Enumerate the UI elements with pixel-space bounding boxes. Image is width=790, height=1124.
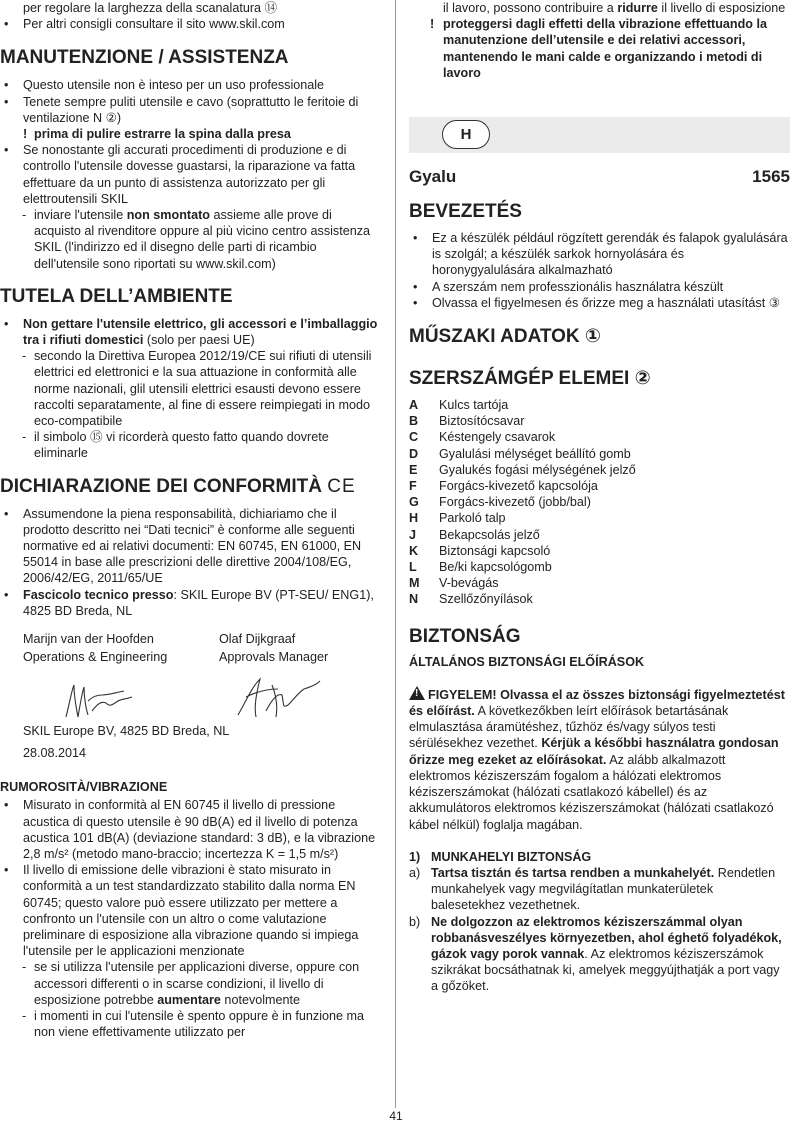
part-key: J: [409, 527, 417, 542]
part-label: Bekapcsolás jelző: [439, 527, 540, 542]
signature-1-image: [62, 681, 134, 721]
section-title-maintenance: MANUTENZIONE / ASSISTENZA: [0, 47, 289, 69]
list-item: • Assumendone la piena responsabilità, dichiariamo che il prodotto descritto nei “Dati tecnici” è conforme alle seguenti normative ed ai relativi documenti: EN 60745, EN 61000, EN 55014 in base alle prescrizioni delle direttive 2004/108/EG, 2006/42/EG, 2011/65/UE: [0, 506, 382, 587]
safety-warning-paragraph: ! FIGYELEM! Olvassa el az összes biztonsági figyelmeztetést és előírást. A következőkben leírt előírások betartásának elmulasztása áramütéshez, tűzhöz és/vagy súlyos testi sérülésekhez vezethet. Kérjük a későbbi használatra gondosan őrizze meg ezeket az előírásokat. Az alább alkalmazott elektromos kéziszerszám fogalom a hálózati elektromos kéziszerszámokat (hálózati csatlakozó kábellel) és az akkumulátoros elektromos kéziszerszámokat (hálózati csatlakozó kábel nélkül) foglalja magában.: [409, 687, 785, 832]
list-item: • Per altri consigli consultare il sito www.skil.com: [0, 16, 382, 32]
section-title-tech-data: MŰSZAKI ADATOK ①: [409, 326, 602, 348]
section-title-parts: SZERSZÁMGÉP ELEMEI ②: [409, 368, 651, 390]
dash-item: - secondo la Direttiva Europea 2012/19/CE sui rifiuti di utensili elettrici ed elettronici e la sua attuazione in conformità alle norme nazionali, glil utensili elettrici esausti devono essere raccolti separatamente, al fine di essere reimpiegati in modo eco-compatibile: [0, 348, 382, 429]
cont-text: il lavoro, possono contribuire a ridurre il livello di esposizione: [443, 1, 786, 15]
warning-item: ! prima di pulire estrarre la spina dalla presa: [0, 126, 382, 142]
dash-item: - i momenti in cui l'utensile è spento oppure è in funzione ma non viene effettivamente utilizzato per: [0, 1008, 382, 1040]
safety-item-b: b) Ne dolgozzon az elektromos kéziszerszámmal olyan robbanásveszélyes környezetben, ahol éghető folyadékok, gázok vagy porok vannak. Az elektromos kéziszerszámok szikrákat bocsáthatnak ki, amelyek meggyújthatják a port vagy a gőzöket.: [409, 914, 782, 994]
signatory-2: Olaf Dijkgraaf Approvals Manager: [219, 632, 329, 665]
safety-item-a: a) Tartsa tisztán és tartsa rendben a munkahelyét. Rendetlen munkahelyek vagy megvilágítatlan munkaterületek balesetekhez vezethetnek.: [409, 865, 776, 913]
right-column: [409, 0, 790, 995]
part-label: Forgács-kivezető kapcsolója: [439, 479, 598, 494]
column-divider: [395, 0, 396, 1108]
part-key: L: [409, 560, 417, 575]
list-item: • Misurato in conformità al EN 60745 il livello di pressione acustica di questo utensile è 90 dB(A) ed il livello di potenza acustica 101 dB(A) (deviazione standard: 3 dB), e la vibrazione 2,8 m/s² (metodo mano-braccio; incertezza K = 1,5 m/s²): [0, 797, 382, 862]
part-label: Be/ki kapcsológomb: [439, 560, 552, 575]
language-header-bar: [409, 117, 790, 153]
dash-item: - il simbolo ⑮ vi ricorderà questo fatto quando dovrete eliminarle: [0, 429, 382, 461]
part-key: E: [409, 462, 418, 477]
part-key: H: [409, 511, 419, 526]
part-label: Kulcs tartója: [439, 398, 509, 413]
cont-text: per regolare la larghezza della scanalatura ⑭: [23, 1, 278, 15]
list-item: • Fascicolo tecnico presso: SKIL Europe BV (PT-SEU/ ENG1), 4825 BD Breda, NL: [0, 587, 382, 619]
list-item: • Olvassa el figyelmesen és őrizze meg a használati utasítást ③: [409, 295, 790, 311]
product-model: 1565: [752, 167, 790, 187]
signatory-1: Marijn van der Hoofden Operations & Engineering: [23, 632, 168, 665]
product-title-row: [409, 166, 790, 188]
list-item: • Non gettare l'utensile elettrico, gli accessori e l’imballaggio tra i rifiuti domestici (solo per paesi UE): [0, 316, 382, 348]
part-label: Késtengely csavarok: [439, 430, 556, 445]
part-label: Szellőzőnyílások: [439, 592, 533, 607]
part-key: N: [409, 592, 419, 607]
part-key: K: [409, 543, 419, 558]
list-item: • Ez a készülék például rögzített gerendák és falapok gyalulására is szolgál; a készülék sarkok hornyolására és horonygyalulására alkalmazható: [409, 230, 790, 279]
warning-triangle-icon: !: [409, 686, 425, 700]
signature-date: 28.08.2014: [23, 746, 87, 761]
part-key: A: [409, 398, 419, 413]
list-item: • Questo utensile non è inteso per un uso professionale: [0, 77, 382, 93]
part-key: C: [409, 430, 419, 445]
list-item: • Se nonostante gli accurati procedimenti di produzione e di controllo l'utensile dovesse guastarsi, la riparazione va fatta effettuare da un punto di assistenza autorizzato per gli elettroutensili SKIL: [0, 142, 382, 207]
section-title-noise: RUMOROSITÀ/VIBRAZIONE: [0, 780, 168, 795]
part-key: F: [409, 479, 417, 494]
list-item: • A szerszám nem professzionális használatra készült: [409, 279, 790, 295]
part-label: V-bevágás: [439, 576, 499, 591]
signature-block: [0, 631, 382, 765]
page-number: 41: [389, 1109, 403, 1123]
subsection-workplace: 1) MUNKAHELYI BIZTONSÁG: [409, 849, 592, 864]
section-title-conformity: DICHIARAZIONE DEI CONFORMITÀ CE: [0, 475, 356, 497]
part-label: Gyalukés fogási mélységének jelző: [439, 462, 636, 477]
signature-2-image: [232, 675, 322, 721]
part-label: Biztosítócsavar: [439, 414, 525, 429]
section-title-intro: BEVEZETÉS: [409, 201, 522, 223]
company-address: SKIL Europe BV, 4825 BD Breda, NL: [23, 724, 230, 739]
list-item: • Tenete sempre puliti utensile e cavo (soprattutto le feritoie di ventilazione N ②): [0, 94, 382, 126]
section-title-environment: TUTELA DELL’AMBIENTE: [0, 285, 233, 307]
ce-mark: CE: [327, 475, 356, 497]
section-title-safety: BIZTONSÁG: [409, 625, 521, 647]
product-name: Gyalu: [409, 167, 457, 187]
parts-list: [409, 397, 790, 608]
language-badge: H: [442, 120, 490, 149]
dash-item: - inviare l'utensile non smontato assieme alle prove di acquisto al rivenditore oppure al più vicino centro assistenza SKIL (l'indirizzo ed il disegno delle parti di ricambio dell'utensile sono riportati su www.skil.com): [0, 207, 382, 272]
part-key: B: [409, 414, 419, 429]
warning-item: ! proteggersi dagli effetti della vibrazione effettuando la manutenzione dell’utensile e dei relativi accessori, mantenendo le mani calde e organizzando i metodi di lavoro: [409, 16, 790, 81]
dash-item: - se si utilizza l'utensile per applicazioni diverse, oppure con accessori differenti o in scarse condizioni, il livello di esposizione potrebbe aumentare notevolmente: [0, 959, 382, 1008]
part-key: M: [409, 576, 420, 591]
part-key: G: [409, 495, 419, 510]
part-label: Gyalulási mélységet beállító gomb: [439, 446, 631, 461]
part-label: Biztonsági kapcsoló: [439, 543, 551, 558]
part-key: D: [409, 446, 419, 461]
safety-subtitle: ÁLTALÁNOS BIZTONSÁGI ELŐÍRÁSOK: [409, 654, 645, 669]
part-label: Forgács-kivezető (jobb/bal): [439, 495, 591, 510]
part-label: Parkoló talp: [439, 511, 506, 526]
list-item: • Il livello di emissione delle vibrazioni è stato misurato in conformità a un test standardizzato stabilito dalla norma EN 60745; questo valore può essere utilizzato per mettere a confronto un l'utensile con un altro o come valutazione preliminare di esposizione alla vibrazione quando si impiega l'utensile per le applicazioni menzionate: [0, 862, 382, 959]
left-column: [0, 0, 382, 1040]
